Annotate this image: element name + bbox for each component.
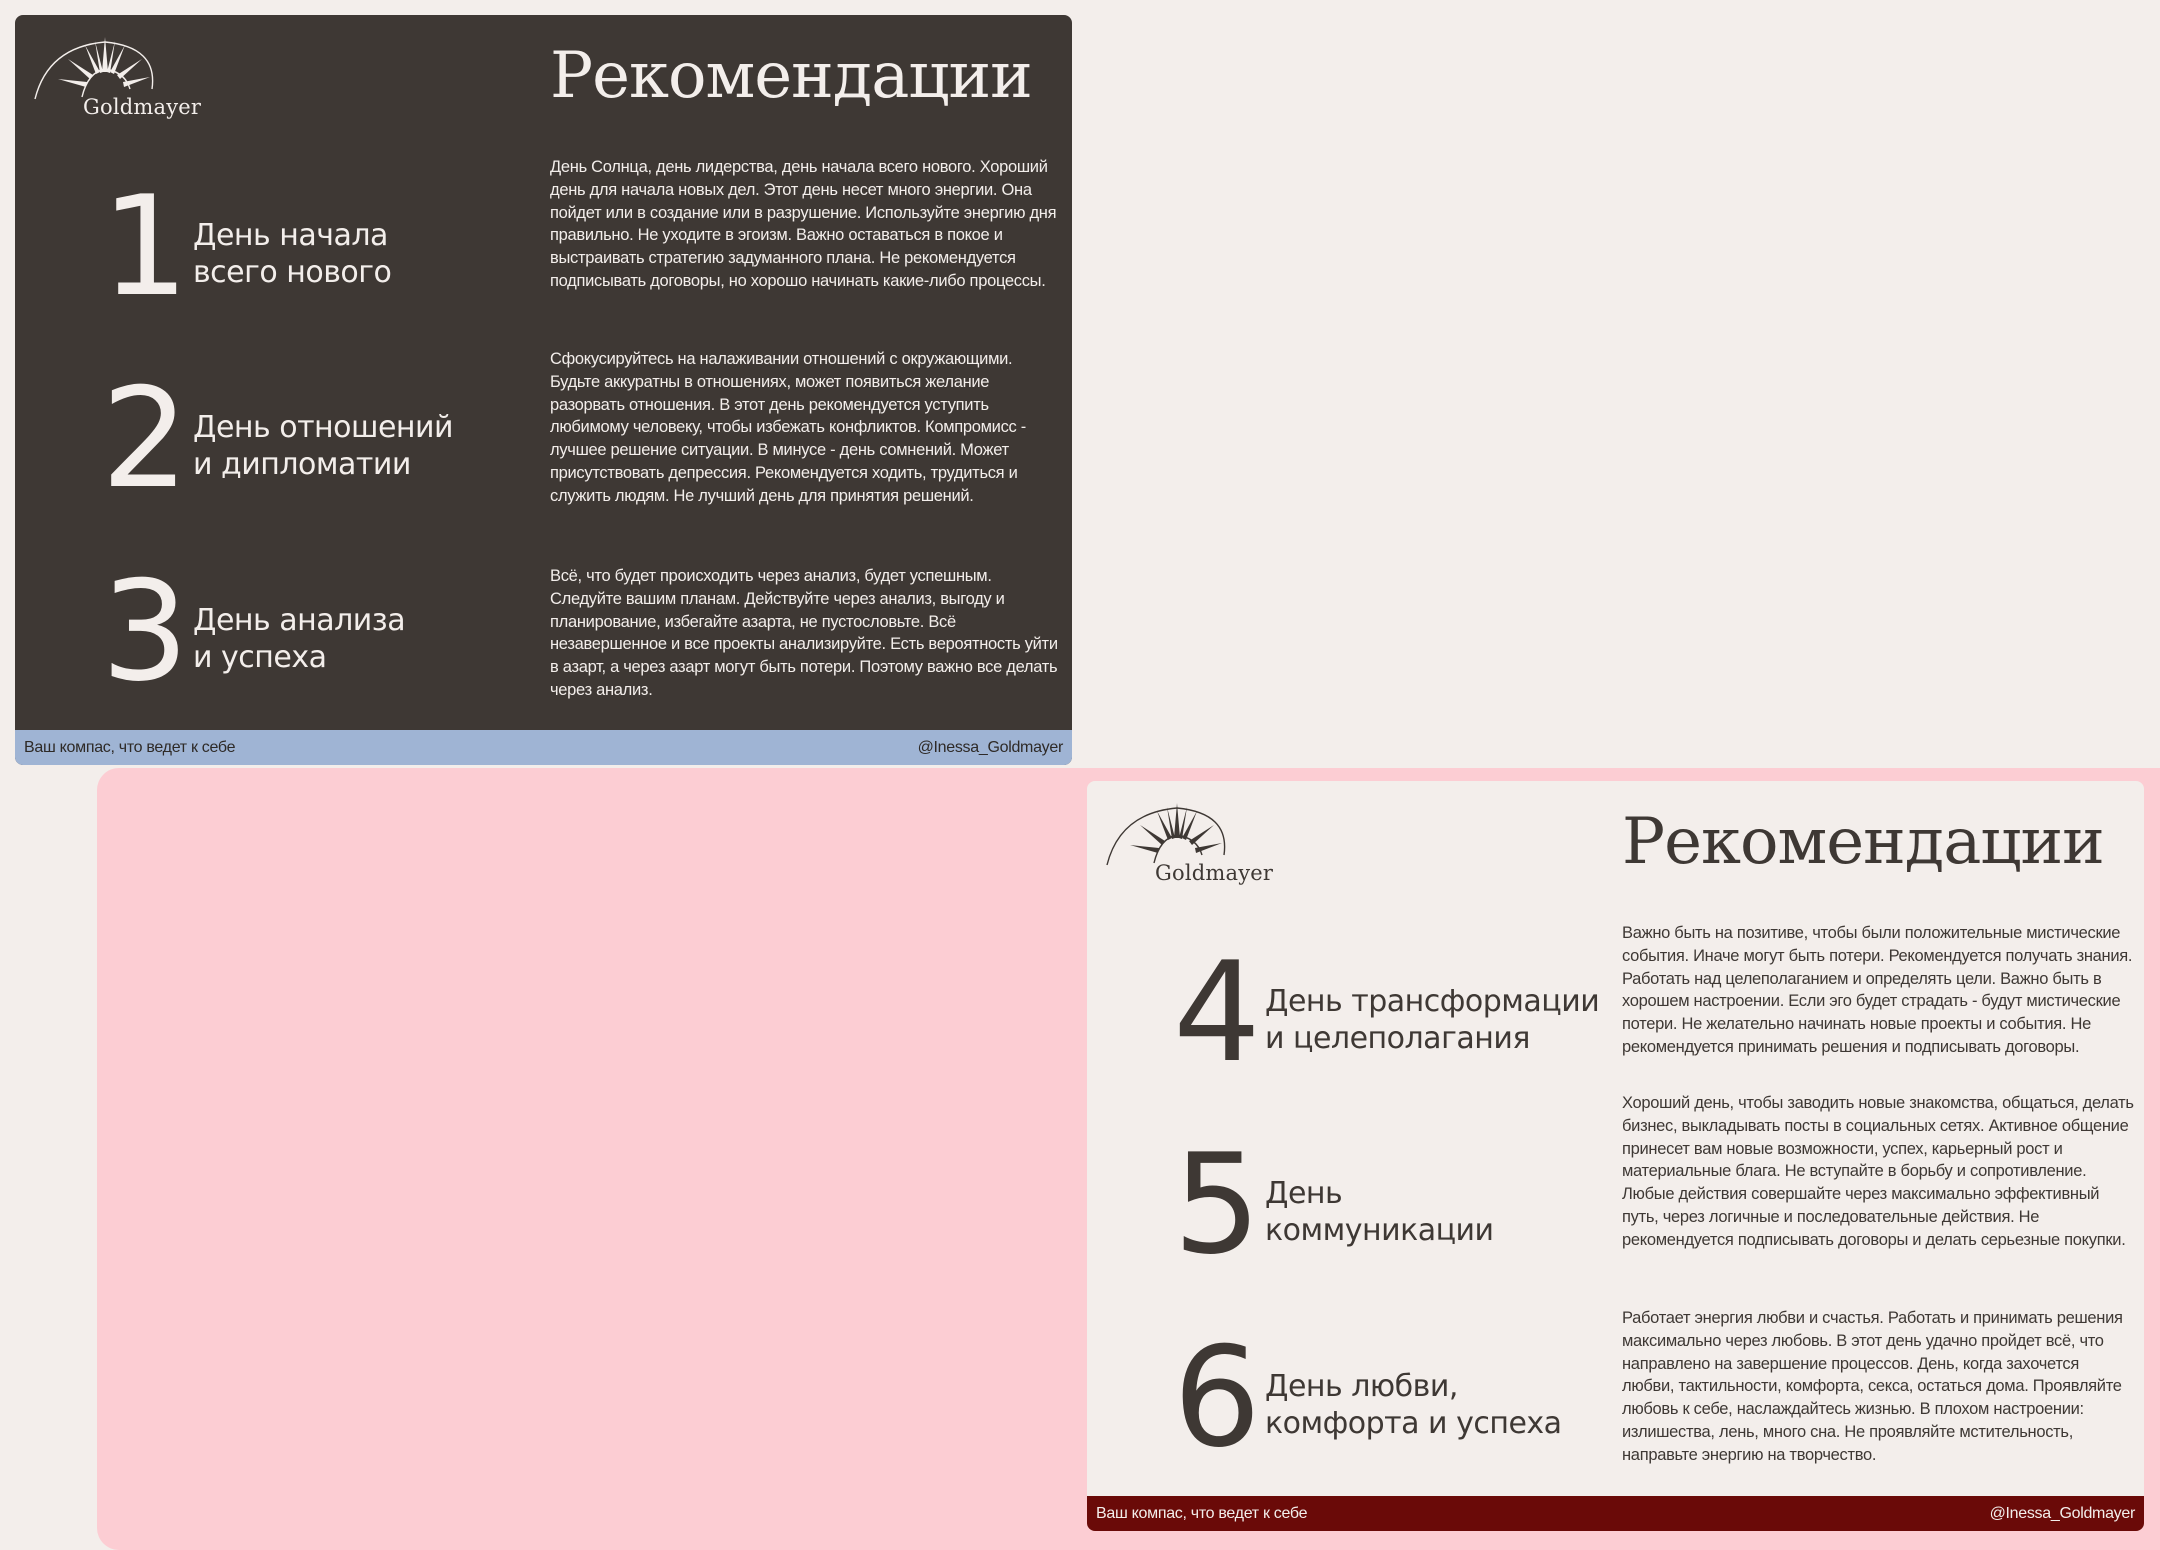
day-title-6: День любви, комфорта и успеха (1265, 1369, 1562, 1441)
goldmayer-logo (1102, 793, 1274, 885)
goldmayer-logo (30, 27, 202, 119)
footer-handle: @Inessa_Goldmayer (917, 738, 1063, 756)
slide-recommendations-days-4-6 (1087, 781, 2144, 1531)
day-number-2: 2 (101, 358, 189, 519)
day-number-4: 4 (1173, 932, 1261, 1093)
day-description-5: Хороший день, чтобы заводить новые знакомства, общаться, делать бизнес, выкладывать посты в социальных сетях. Активное общение принесет вам новые возможности, успех, карьерный рост и материальные блага. Не вступайте в борьбу и сопротивление. Любые действия совершайте через максимально эффективный путь, через логичные и последовательные действия. Не рекомендуется подписывать договоры и делать серьезные покупки. (1622, 1094, 2134, 1249)
footer-tagline: Ваш компас, что ведет к себе (1096, 1504, 1308, 1522)
day-description-4: Важно быть на позитиве, чтобы были положительные мистические события. Иначе могут быть потери. Рекомендуется получать знания. Работать над целеполаганием и определять цели. Важно быть в хорошем настроении. Если эго будет страдать - будут мистические потери. Не желательно начинать новые проекты и события. Не рекомендуется принимать решения и подписывать договоры. (1622, 924, 2133, 1056)
logo-wordmark: Goldmayer (1155, 861, 1274, 885)
day-description-3: Всё, что будет происходить через анализ, будет успешным. Следуйте вашим планам. Действуйте через анализ, выгоду и планирование, избегайте азарта, не пустословьте. Всё незавершенное и все проекты анализируйте. Есть вероятность уйти в азарт, а через азарт могут быть потери. Поэтому важно все делать через анализ. (550, 567, 1058, 699)
day-description-6: Работает энергия любви и счастья. Работать и принимать решения максимально через любовь. В этот день удачно пройдет всё, что направлено на завершение процессов. День, когда захочется любви, тактильности, комфорта, секса, остаться дома. Проявляйте любовь к себе, наслаждайтесь жизнью. В плохом настроении: излишества, лень, много сна. Не проявляйте мстительность, направьте энергию на творчество. (1622, 1309, 2123, 1464)
slide-title: Рекомендации (1622, 805, 2104, 879)
day-number-5: 5 (1173, 1124, 1261, 1285)
slide-footer (15, 730, 1072, 765)
day-title-1: День начала всего нового (193, 218, 392, 290)
footer-tagline: Ваш компас, что ведет к себе (24, 738, 236, 756)
day-title-4: День трансформации и целеполагания (1265, 984, 1600, 1056)
logo-wordmark: Goldmayer (83, 95, 202, 119)
day-title-2: День отношений и дипломатии (193, 410, 454, 482)
day-number-3: 3 (101, 551, 189, 712)
slide-footer (1087, 1496, 2144, 1531)
day-number-1: 1 (101, 166, 189, 327)
day-description-2: Сфокусируйтесь на налаживании отношений с окружающими. Будьте аккуратны в отношениях, может появиться желание разорвать отношения. В этот день рекомендуется уступить любимому человеку, чтобы избежать конфликтов. Компромисс - лучшее решение ситуации. В минусе - день сомнений. Может присутствовать депрессия. Рекомендуется ходить, трудиться и служить людям. Не лучший день для принятия решений. (550, 350, 1026, 505)
slide-recommendations-days-1-3 (15, 15, 1072, 765)
day-title-3: День анализа и успеха (193, 603, 406, 675)
day-description-1: День Солнца, день лидерства, день начала всего нового. Хороший день для начала новых дел. Этот день несет много энергии. Она пойдет или в создание или в разрушение. Используйте энергию дня правильно. Не уходите в эгоизм. Важно оставаться в покое и выстраивать стратегию задуманного плана. Не рекомендуется подписывать договоры, но хорошо начинать какие-либо процессы. (550, 158, 1057, 290)
day-number-6: 6 (1173, 1317, 1261, 1478)
day-title-5: День коммуникации (1265, 1176, 1494, 1248)
slide-title: Рекомендации (550, 39, 1032, 113)
footer-handle: @Inessa_Goldmayer (1989, 1504, 2135, 1522)
